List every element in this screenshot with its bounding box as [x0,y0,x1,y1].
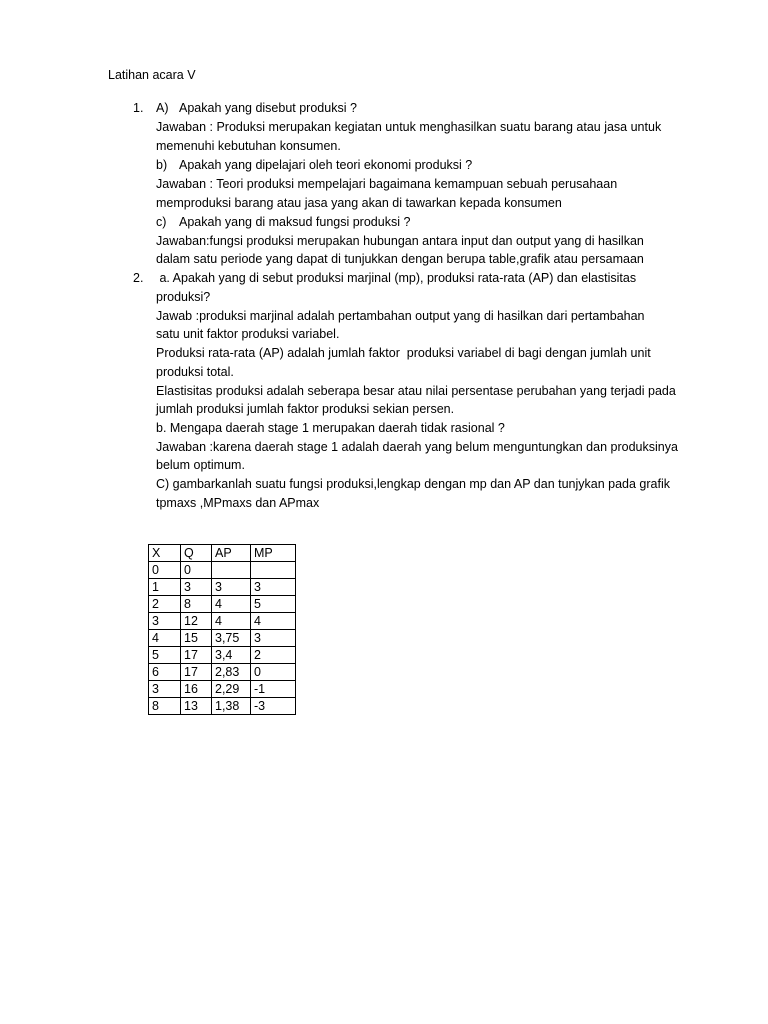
answer-2b-line-1: Jawaban :karena daerah stage 1 adalah daerah yang belum menguntungkan dan produksinya [156,440,678,454]
table-row [149,698,296,715]
table-cell: 5 [251,596,296,613]
question-1c [156,215,410,229]
question-2a-line-1: a. Apakah yang di sebut produksi marjinal (mp), produksi rata-rata (AP) dan elastisitas [156,271,637,285]
table-cell: 3 [181,579,212,596]
question-2-number: 2. [133,271,144,285]
table-cell: 5 [149,647,181,664]
answer-1a-line-2: memenuhi kebutuhan konsumen. [156,139,341,153]
table-header-cell: Q [181,545,212,562]
table-row [149,664,296,681]
table-cell [251,562,296,579]
table-row [149,613,296,630]
question-2c-line-2: tpmaxs ,MPmaxs dan APmax [156,496,320,510]
table-cell: -3 [251,698,296,715]
answer-1c-line-1: Jawaban:fungsi produksi merupakan hubungan antara input dan output yang di hasilkan [156,234,644,248]
table-cell: 4 [212,613,251,630]
table-header-row [149,545,296,562]
production-table [148,544,296,715]
table-cell: 12 [181,613,212,630]
table-cell: 13 [181,698,212,715]
table-cell: 8 [181,596,212,613]
answer-1b-line-2: memproduksi barang atau jasa yang akan di tawarkan kepada konsumen [156,196,562,210]
table-cell: 2,29 [212,681,251,698]
table-row [149,596,296,613]
table-cell: 2,83 [212,664,251,681]
answer-1a-line-1: Jawaban : Produksi merupakan kegiatan untuk menghasilkan suatu barang atau jasa untuk [156,120,662,134]
question-1a-marker: A) [156,101,169,115]
table-cell: 1 [149,579,181,596]
answer-2a-line-5: Elastisitas produksi adalah seberapa besar atau nilai persentase perubahan yang terjadi pada [156,384,676,398]
table-row [149,630,296,647]
table-cell [212,562,251,579]
question-1c-marker: c) [156,215,167,229]
table-cell: 3,4 [212,647,251,664]
question-1b [156,158,472,172]
table-cell: 3 [251,579,296,596]
table-cell: 0 [251,664,296,681]
table-cell: 3 [212,579,251,596]
table-cell: 3 [149,613,181,630]
table-cell: 17 [181,664,212,681]
table-row [149,579,296,596]
table-cell: 4 [251,613,296,630]
table-cell: 16 [181,681,212,698]
table-cell: 6 [149,664,181,681]
question-1-number: 1. [133,101,144,115]
question-1b-marker: b) [156,158,168,172]
table-cell: 4 [149,630,181,647]
table-cell: 15 [181,630,212,647]
question-1a [156,101,357,115]
question-1b-text: Apakah yang dipelajari oleh teori ekonomi produksi ? [179,158,473,172]
table-cell: 0 [149,562,181,579]
table-cell: 1,38 [212,698,251,715]
table-cell: 0 [181,562,212,579]
answer-1b-line-1: Jawaban : Teori produksi mempelajari bagaimana kemampuan sebuah perusahaan [156,177,618,191]
table-row [149,681,296,698]
table-cell: 3 [251,630,296,647]
table-cell: 3,75 [212,630,251,647]
table-cell: 2 [251,647,296,664]
question-2a-line-2: produksi? [156,290,211,304]
answer-1c-line-2: dalam satu periode yang dapat di tunjukkan dengan berupa table,grafik atau persamaan [156,252,644,266]
table-row [149,647,296,664]
document-title: Latihan acara V [108,68,196,82]
answer-2a-line-3: Produksi rata-rata (AP) adalah jumlah faktor produksi variabel di bagi dengan jumlah unit [156,346,651,360]
question-2b: b. Mengapa daerah stage 1 merupakan daerah tidak rasional ? [156,421,505,435]
answer-2a-line-6: jumlah produksi jumlah faktor produksi sekian persen. [156,402,455,416]
table-cell: 17 [181,647,212,664]
table-cell: -1 [251,681,296,698]
answer-2a-line-1: Jawab :produksi marjinal adalah pertambahan output yang di hasilkan dari pertambahan [156,309,645,323]
table-header-cell: AP [212,545,251,562]
table-cell: 4 [212,596,251,613]
answer-2a-line-2: satu unit faktor produksi variabel. [156,327,340,341]
table-cell: 2 [149,596,181,613]
table-header-cell: X [149,545,181,562]
table-cell: 3 [149,681,181,698]
question-1c-text: Apakah yang di maksud fungsi produksi ? [179,215,411,229]
question-2c-line-1: C) gambarkanlah suatu fungsi produksi,lengkap dengan mp dan AP dan tunjykan pada grafik [156,477,671,491]
answer-2a-line-4: produksi total. [156,365,234,379]
table-row [149,562,296,579]
answer-2b-line-2: belum optimum. [156,458,245,472]
table-cell: 8 [149,698,181,715]
table-header-cell: MP [251,545,296,562]
question-1a-text: Apakah yang disebut produksi ? [179,101,357,115]
